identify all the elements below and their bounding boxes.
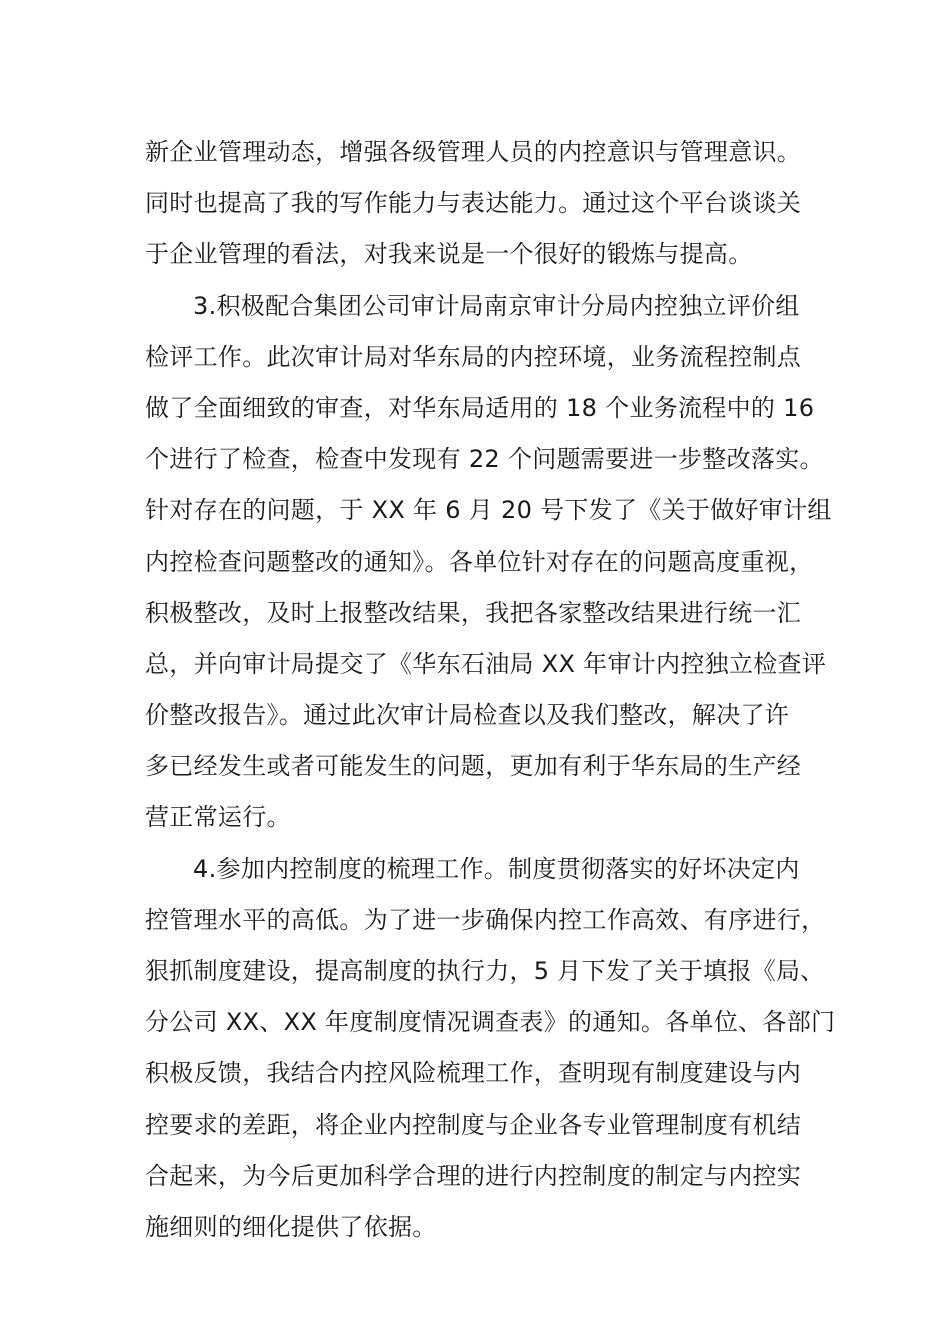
text-line: 积极反馈，我结合内控风险梳理工作，查明现有制度建设与内 <box>145 1059 802 1088</box>
text-line: 总，并向审计局提交了《华东石油局 XX 年审计内控独立检查评 <box>145 649 827 678</box>
text-line: 做了全面细致的审查，对华东局适用的 18 个业务流程中的 16 <box>145 393 815 422</box>
text-line: 合起来，为今后更加科学合理的进行内控制度的制定与内控实 <box>145 1161 802 1190</box>
text-line: 个进行了检查，检查中发现有 22 个问题需要进一步整改落实。 <box>145 445 824 474</box>
text-line: 营正常运行。 <box>145 803 291 832</box>
text-line: 积极整改，及时上报整改结果，我把各家整改结果进行统一汇 <box>145 598 802 627</box>
text-line: 同时也提高了我的写作能力与表达能力。通过这个平台谈谈关 <box>145 189 802 218</box>
text-line: 分公司 XX、XX 年度制度情况调查表》的通知。各单位、各部门 <box>145 1008 836 1037</box>
paragraph-4-first-line: 4.参加内控制度的梳理工作。制度贯彻落实的好坏决定内 <box>193 854 800 883</box>
paragraph-3-first-line: 3.积极配合集团公司审计局南京审计分局内控独立评价组 <box>193 291 800 320</box>
text-line: 于企业管理的看法，对我来说是一个很好的锻炼与提高。 <box>145 240 753 269</box>
text-line: 狠抓制度建设，提高制度的执行力，5 月下发了关于填报《局、 <box>145 957 825 985</box>
text-line: 多已经发生或者可能发生的问题，更加有利于华东局的生产经 <box>145 752 802 781</box>
text-line: 施细则的细化提供了依据。 <box>145 1212 437 1241</box>
text-line: 新企业管理动态，增强各级管理人员的内控意识与管理意识。 <box>145 138 802 166</box>
document-body <box>145 127 836 1253</box>
text-line: 针对存在的问题，于 XX 年 6 月 20 号下发了《关于做好审计组 <box>145 496 832 525</box>
text-line: 内控检查问题整改的通知》。各单位针对存在的问题高度重视， <box>145 547 814 576</box>
text-line: 控管理水平的高低。为了进一步确保内控工作高效、有序进行， <box>145 905 826 934</box>
text-line: 控要求的差距，将企业内控制度与企业各专业管理制度有机结 <box>145 1110 802 1139</box>
text-line: 检评工作。此次审计局对华东局的内控环境，业务流程控制点 <box>145 342 802 371</box>
text-line: 价整改报告》。通过此次审计局检查以及我们整改，解决了许 <box>145 701 790 730</box>
